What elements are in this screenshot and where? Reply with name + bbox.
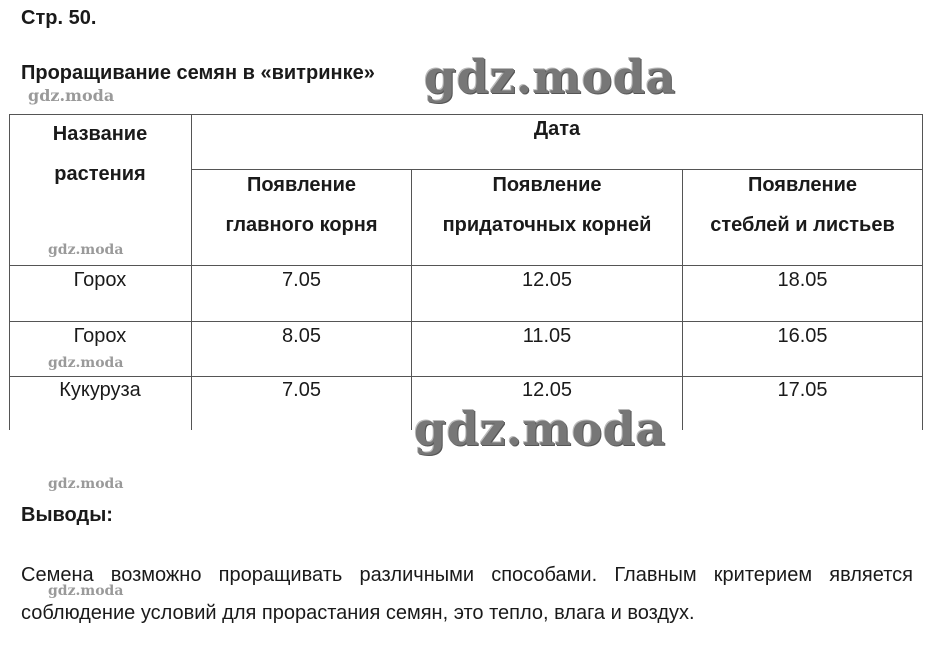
conclusions-heading: Выводы: bbox=[21, 504, 113, 526]
subheader-main-root-line1: Появление bbox=[246, 174, 357, 196]
watermark-small: gdz.moda bbox=[48, 242, 124, 258]
subheader-main-root bbox=[192, 164, 411, 246]
table-cell-adventitious-roots: 11.05 bbox=[522, 325, 572, 347]
watermark-large: gdz.moda bbox=[424, 50, 676, 104]
conclusions-text: Семена возможно проращивать различными способами. Главным критерием является соблюдение условий для прорастания семян, это тепло, влага и воздух. bbox=[21, 564, 913, 624]
table-cell-plant: Кукуруза bbox=[59, 379, 141, 401]
table-cell-adventitious-roots: 12.05 bbox=[521, 379, 573, 401]
subheader-adventitious-roots-line1: Появление bbox=[492, 174, 602, 196]
header-plant-name-line2: растения bbox=[54, 163, 146, 185]
watermark-small: gdz.moda bbox=[48, 355, 124, 371]
subheader-stems-leaves bbox=[683, 164, 922, 246]
page-label: Стр. 50. bbox=[21, 7, 97, 29]
subheader-adventitious-roots bbox=[412, 164, 682, 246]
page-title: Проращивание семян в «витринке» bbox=[21, 62, 375, 84]
watermark-small: gdz.moda bbox=[28, 86, 115, 105]
subheader-stems-leaves-line1: Появление bbox=[747, 174, 858, 196]
table-cell-main-root: 8.05 bbox=[282, 325, 321, 347]
table-cell-adventitious-roots: 12.05 bbox=[521, 269, 573, 291]
subheader-adventitious-roots-line2: придаточных корней bbox=[442, 214, 652, 236]
watermark-small: gdz.moda bbox=[48, 583, 124, 599]
table-cell-main-root: 7.05 bbox=[282, 269, 321, 291]
data-table bbox=[9, 114, 923, 430]
table-cell-plant: Горох bbox=[73, 269, 127, 291]
header-plant-name bbox=[9, 114, 191, 186]
table-cell-main-root: 7.05 bbox=[282, 379, 321, 401]
table-cell-stems-leaves: 17.05 bbox=[777, 379, 828, 401]
table-cell-stems-leaves: 16.05 bbox=[777, 325, 828, 347]
watermark-small: gdz.moda bbox=[48, 476, 124, 492]
header-date: Дата bbox=[533, 118, 581, 140]
table-cell-plant: Горох bbox=[73, 325, 127, 347]
subheader-main-root-line2: главного корня bbox=[225, 214, 378, 236]
table-cell-stems-leaves: 18.05 bbox=[777, 269, 828, 291]
header-plant-name-line1: Название bbox=[52, 123, 148, 145]
watermark-large: gdz.moda bbox=[414, 402, 666, 456]
subheader-stems-leaves-line2: стеблей и листьев bbox=[710, 214, 895, 236]
